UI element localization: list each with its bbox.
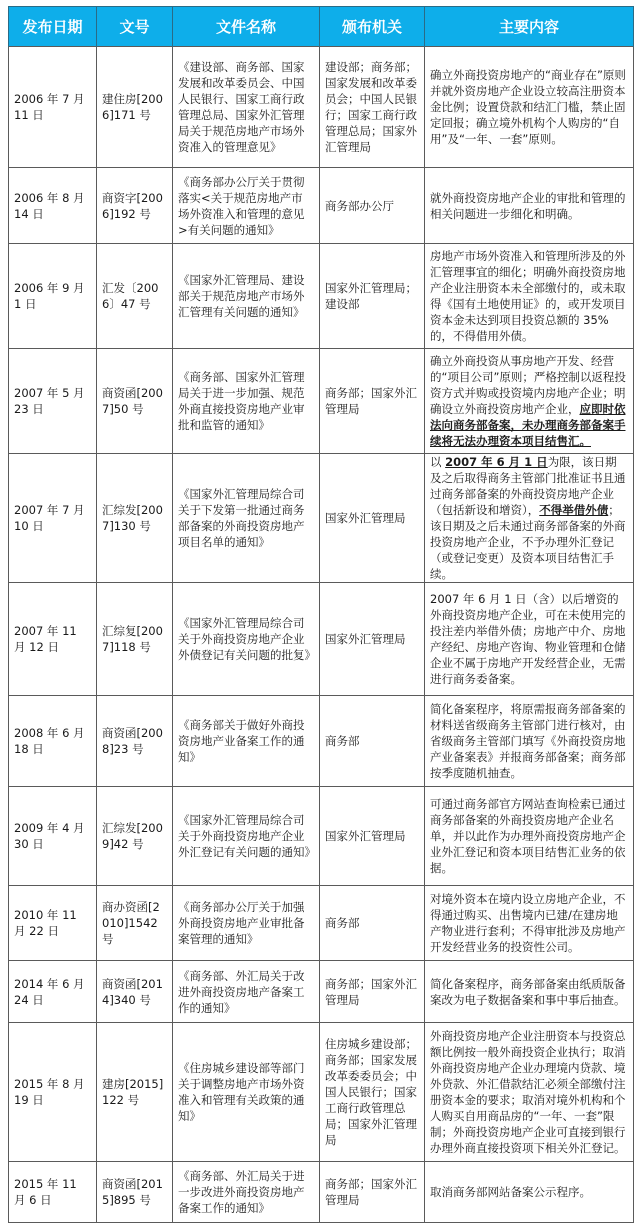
cell-title: 《国家外汇管理局综合司关于外商投资房地产企业外债登记有关问题的批复》 <box>173 583 320 696</box>
header-title: 文件名称 <box>173 7 320 47</box>
cell-issuer: 国家外汇管理局 <box>320 454 425 583</box>
header-issuer: 颁布机关 <box>320 7 425 47</box>
policy-table <box>8 6 634 1223</box>
cell-title: 《商务部、外汇局关于改进外商投资房地产备案工作的通知》 <box>173 961 320 1023</box>
cell-doc-no: 商资字[2006]192 号 <box>97 168 173 244</box>
cell-issuer: 住房城乡建设部；商务部；国家发展改革委委员会；中国人民银行；国家工商行政管理总局；国家外汇管理局 <box>320 1023 425 1162</box>
cell-content: 简化备案程序，商务部备案由纸质版备案改为电子数据备案和事中事后抽查。 <box>425 961 634 1023</box>
cell-issuer: 商务部；国家外汇管理局 <box>320 961 425 1023</box>
content-text: 确立外商投资从事房地产开发、经营的“项目公司”原则；严格控制以返程投资方式并购或投资境内房地产企业；明确设立外商投资房地产企业， <box>430 354 626 416</box>
cell-title: 《商务部、外汇局关于进一步改进外商投资房地产备案工作的通知》 <box>173 1162 320 1223</box>
cell-doc-no: 建住房[2006]171 号 <box>97 47 173 168</box>
cell-issuer: 商务部；国家外汇管理局 <box>320 349 425 454</box>
cell-issuer: 国家外汇管理局 <box>320 583 425 696</box>
table-row <box>9 349 634 454</box>
cell-issuer: 国家外汇管理局 <box>320 787 425 886</box>
cell-issuer: 商务部 <box>320 696 425 787</box>
cell-content: 简化备案程序，将原需报商务部备案的材料送省级商务主管部门进行核对，由省级商务主管部门填写《外商投资房地产业备案表》并报商务部备案；商务部按季度随机抽查。 <box>425 696 634 787</box>
cell-date: 2006 年 7 月 11 日 <box>9 47 97 168</box>
cell-doc-no: 商资函[2008]23 号 <box>97 696 173 787</box>
table-row <box>9 454 634 583</box>
content-text: ；该日期及之后未通过商务部备案的外商投资房地产企业，不予办理外汇登记（或登记变更）及资本项目结售汇手续。 <box>430 503 626 581</box>
cell-date: 2008 年 6 月 18 日 <box>9 696 97 787</box>
cell-title: 《商务部、国家外汇管理局关于进一步加强、规范外商直接投资房地产业审批和监管的通知》 <box>173 349 320 454</box>
cell-date: 2007 年 5 月 23 日 <box>9 349 97 454</box>
table-row <box>9 583 634 696</box>
cell-title: 《商务部关于做好外商投资房地产业备案工作的通知》 <box>173 696 320 787</box>
cell-content: 就外商投资房地产企业的审批和管理的相关问题进一步细化和明确。 <box>425 168 634 244</box>
cell-date: 2007 年 11 月 12 日 <box>9 583 97 696</box>
cell-content: 外商投资房地产企业注册资本与投资总额比例按一般外商投资企业执行；取消外商投资房地产企业办理境内贷款、境外贷款、外汇借款结汇必须全部缴付注册资本金的要求；取消对境外机构和个人购买自用商品房的“一年、一套”限制；外商投资房地产企业可直接到银行办理外商直接投资项下相关外汇登记。 <box>425 1023 634 1162</box>
cell-content: 2007 年 6 月 1 日（含）以后增资的外商投资房地产企业，可在未使用完的投注差内举借外债；房地产中介、房地产经纪、房地产咨询、物业管理和仓储企业不属于房地产开发经营企业，无需进行商务委备案。 <box>425 583 634 696</box>
table-row <box>9 1162 634 1223</box>
cell-issuer: 商务部 <box>320 886 425 961</box>
cell-title: 《国家外汇管理局综合司关于外商投资房地产企业外汇登记有关问题的通知》 <box>173 787 320 886</box>
cell-content <box>425 454 634 583</box>
cell-date: 2006 年 8 月 14 日 <box>9 168 97 244</box>
content-text: 以 <box>430 455 446 469</box>
table-row <box>9 244 634 349</box>
cell-content <box>425 349 634 454</box>
content-emphasis: 不得举借外债 <box>539 503 609 517</box>
header-row <box>9 7 634 47</box>
cell-doc-no: 汇发〔2006〕47 号 <box>97 244 173 349</box>
header-content: 主要内容 <box>425 7 634 47</box>
table-row <box>9 787 634 886</box>
cell-date: 2009 年 4 月 30 日 <box>9 787 97 886</box>
cell-title: 《住房城乡建设部等部门关于调整房地产市场外资准入和管理有关政策的通知》 <box>173 1023 320 1162</box>
cell-date: 2015 年 11 月 6 日 <box>9 1162 97 1223</box>
cell-issuer: 建设部；商务部；国家发展和改革委员会；中国人民银行；国家工商行政管理总局；国家外汇管理局 <box>320 47 425 168</box>
header-doc-no: 文号 <box>97 7 173 47</box>
cell-content: 房地产市场外资准入和管理所涉及的外汇管理事宜的细化；明确外商投资房地产企业注册资本未全部缴付的，或未取得《国有土地使用证》的，或开发项目资本金未达到项目投资总额的 35%的，不得借用外债。 <box>425 244 634 349</box>
cell-issuer: 商务部；国家外汇管理局 <box>320 1162 425 1223</box>
cell-date: 2006 年 9 月 1 日 <box>9 244 97 349</box>
cell-doc-no: 建房[2015]122 号 <box>97 1023 173 1162</box>
cell-title: 《国家外汇管理局综合司关于下发第一批通过商务部备案的外商投资房地产项目名单的通知》 <box>173 454 320 583</box>
table-row <box>9 696 634 787</box>
cell-content: 可通过商务部官方网站查询检索已通过商务部备案的外商投资房地产企业名单，并以此作为办理外商投资房地产企业外汇登记和资本项目结售汇业务的依据。 <box>425 787 634 886</box>
cell-doc-no: 汇综复[2007]118 号 <box>97 583 173 696</box>
content-text: 为限，该日期及之后取得商务主管部门批准证书且通过商务部备案的外商投资房地产企业（包括新设和增资）， <box>430 455 626 517</box>
cell-date: 2014 年 6 月 24 日 <box>9 961 97 1023</box>
cell-doc-no: 汇综发[2009]42 号 <box>97 787 173 886</box>
cell-title: 《商务部办公厅关于加强外商投资房地产业审批备案管理的通知》 <box>173 886 320 961</box>
table-row <box>9 47 634 168</box>
table-row <box>9 886 634 961</box>
cell-doc-no: 商办资函[2010]1542 号 <box>97 886 173 961</box>
cell-date: 2015 年 8 月 19 日 <box>9 1023 97 1162</box>
cell-issuer: 商务部办公厅 <box>320 168 425 244</box>
cell-content: 确立外商投资房地产的“商业存在”原则并就外资房地产企业设立较高注册资本金比例；设置贷款和结汇门槛，禁止固定回报；确立境外机构个人购房的“自用”及“一年、一套”原则。 <box>425 47 634 168</box>
cell-date: 2010 年 11 月 22 日 <box>9 886 97 961</box>
content-date-emphasis: 2007 年 6 月 1 日 <box>445 455 548 469</box>
cell-content: 取消商务部网站备案公示程序。 <box>425 1162 634 1223</box>
cell-doc-no: 商资函[2015]895 号 <box>97 1162 173 1223</box>
cell-doc-no: 商资函[2014]340 号 <box>97 961 173 1023</box>
table-row <box>9 168 634 244</box>
cell-doc-no: 商资函[2007]50 号 <box>97 349 173 454</box>
table-row <box>9 1023 634 1162</box>
cell-title: 《国家外汇管理局、建设部关于规范房地产市场外汇管理有关问题的通知》 <box>173 244 320 349</box>
cell-content: 对境外资本在境内设立房地产企业，不得通过购买、出售境内已建/在建房地产物业进行套利；不得审批涉及房地产开发经营业务的投资性公司。 <box>425 886 634 961</box>
content-emphasis: 应即时依法向商务部备案，未办理商务部备案手续将无法办理资本项目结售汇。 <box>430 402 626 448</box>
header-date: 发布日期 <box>9 7 97 47</box>
cell-date: 2007 年 7 月 10 日 <box>9 454 97 583</box>
cell-issuer: 国家外汇管理局；建设部 <box>320 244 425 349</box>
table-row <box>9 961 634 1023</box>
cell-doc-no: 汇综发[2007]130 号 <box>97 454 173 583</box>
cell-title: 《商务部办公厅关于贯彻落实<关于规范房地产市场外资准入和管理的意见>有关问题的通知》 <box>173 168 320 244</box>
cell-title: 《建设部、商务部、国家发展和改革委员会、中国人民银行、国家工商行政管理总局、国家外汇管理局关于规范房地产市场外资准入的管理意见》 <box>173 47 320 168</box>
